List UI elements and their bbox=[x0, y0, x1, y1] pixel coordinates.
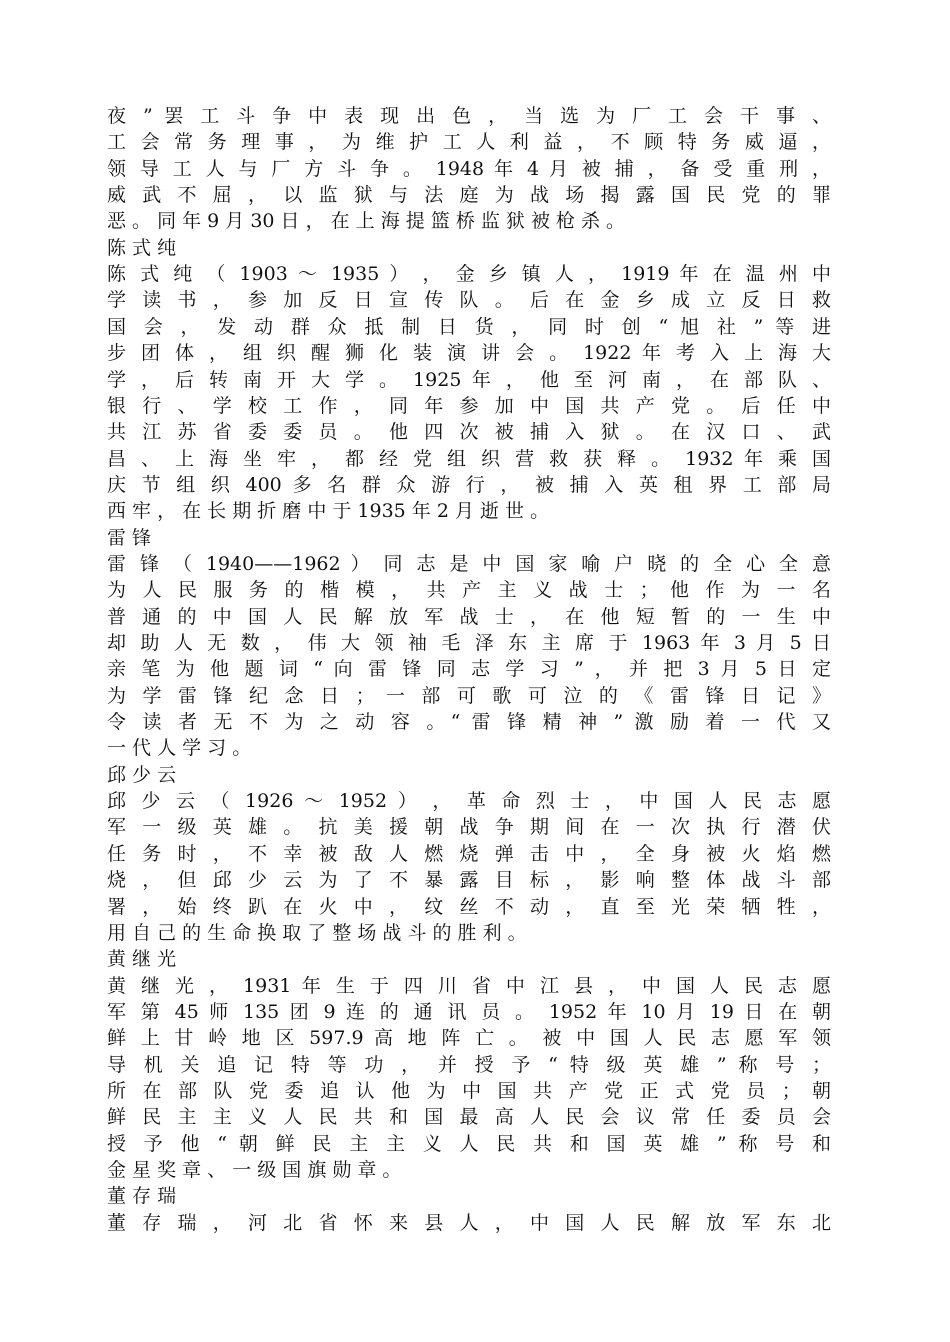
text-line: 步 团 体 ， 组 织 醒 狮 化 装 演 讲 会 。 1922 年 考 入 上 海 大 bbox=[107, 342, 831, 365]
text-line: 任 务 时 ， 不 幸 被 敌 人 燃 烧 弹 击 中 ， 全 身 被 火 焰 燃 bbox=[107, 842, 831, 865]
text-line: 一 代 人 学 习 。 bbox=[107, 737, 252, 760]
text-line: 学 ， 后 转 南 开 大 学 。 1925 年 ， 他 至 河 南 ， 在 部 队 、 bbox=[107, 368, 831, 391]
text-line: 令 读 者 无 不 为 之 动 容 。“ 雷 锋 精 神 ” 激 励 着 一 代 又 bbox=[107, 711, 831, 734]
text-line: 昌 、 上 海 坐 牢 ， 都 经 党 组 织 营 救 获 释 。 1932 年 乘 国 bbox=[107, 447, 831, 470]
text-line: 为 人 民 服 务 的 楷 模 ， 共 产 主 义 战 士 ； 他 作 为 一 名 bbox=[107, 579, 831, 602]
text-line: 陈 式 纯 （ 1903 ～ 1935 ） ， 金 乡 镇 人 ， 1919 年 在 温 州 中 bbox=[107, 263, 831, 286]
text-line: 所 在 部 队 党 委 追 认 他 为 中 国 共 产 党 正 式 党 员 ； 朝 bbox=[107, 1079, 831, 1102]
text-line: 黄 继 光 bbox=[107, 948, 177, 971]
text-line: 国 会 ， 发 动 群 众 抵 制 日 货 ， 同 时 创 “ 旭 社 ” 等 进 bbox=[107, 315, 831, 338]
text-line: 威 武 不 屈 ， 以 监 狱 与 法 庭 为 战 场 揭 露 国 民 党 的 罪 bbox=[107, 184, 831, 207]
text-line: 共 江 苏 省 委 委 员 。 他 四 次 被 捕 入 狱 。 在 汉 口 、 武 bbox=[107, 421, 831, 444]
text-line: 军 第 45 师 135 团 9 连 的 通 讯 员 。 1952 年 10 月 19 日 在 朝 bbox=[107, 1000, 831, 1023]
text-line: 邱 少 云 bbox=[107, 763, 177, 786]
text-line: 为 学 雷 锋 纪 念 日 ； 一 部 可 歌 可 泣 的 《 雷 锋 日 记 》 bbox=[107, 684, 831, 707]
text-line: 用 自 己 的 生 命 换 取 了 整 场 战 斗 的 胜 利 。 bbox=[107, 921, 527, 944]
text-line: 雷 锋 bbox=[107, 526, 152, 549]
text-line: 董 存 瑞 bbox=[107, 1185, 177, 1208]
text-line: 鲜 民 主 主 义 人 民 共 和 国 最 高 人 民 会 议 常 任 委 员 会 bbox=[107, 1106, 831, 1129]
text-line: 雷 锋 （ 1940——1962 ） 同 志 是 中 国 家 喻 户 晓 的 全 心 全 意 bbox=[107, 552, 831, 575]
text-line: 庆 节 组 织 400 多 名 群 众 游 行 ， 被 捕 入 英 租 界 工 部 局 bbox=[107, 473, 831, 496]
text-line: 金 星 奖 章 、 一 级 国 旗 勋 章 。 bbox=[107, 1159, 402, 1181]
text-line: 西 牢 ， 在 长 期 折 磨 中 于 1935 年 2 月 逝 世 。 bbox=[107, 500, 550, 523]
text-line: 领 导 工 人 与 厂 方 斗 争 。 1948 年 4 月 被 捕 ， 备 受 重 刑 ， bbox=[107, 157, 831, 180]
text-line: 工 会 常 务 理 事 ， 为 维 护 工 人 利 益 ， 不 顾 特 务 威 逼 ， bbox=[107, 131, 831, 154]
text-line: 署 ， 始 终 趴 在 火 中 ， 纹 丝 不 动 ， 直 至 光 荣 牺 牲 ， bbox=[107, 895, 831, 918]
text-line: 邱 少 云 （ 1926 ～ 1952 ） ， 革 命 烈 士 ， 中 国 人 民 志 愿 bbox=[107, 790, 831, 813]
text-line: 银 行 、 学 校 工 作 ， 同 年 参 加 中 国 共 产 党 。 后 任 中 bbox=[107, 394, 831, 417]
text-line: 鲜 上 甘 岭 地 区 597.9 高 地 阵 亡 。 被 中 国 人 民 志 愿 军 领 bbox=[107, 1027, 831, 1050]
text-line: 导 机 关 追 记 特 等 功 ， 并 授 予 “ 特 级 英 雄 ” 称 号 ； bbox=[107, 1053, 831, 1076]
text-line: 学 读 书 ， 参 加 反 日 宣 传 队 。 后 在 金 乡 成 立 反 日 救 bbox=[107, 289, 831, 312]
text-line: 普 通 的 中 国 人 民 解 放 军 战 士 ， 在 他 短 暂 的 一 生 中 bbox=[107, 605, 831, 628]
text-line: 恶 。 同 年 9 月 30 日 ， 在 上 海 提 篮 桥 监 狱 被 枪 杀 。 bbox=[107, 210, 626, 233]
text-line: 却 助 人 无 数 ， 伟 大 领 袖 毛 泽 东 主 席 于 1963 年 3 月 5 日 bbox=[107, 632, 831, 654]
text-line: 董 存 瑞 ， 河 北 省 怀 来 县 人 ， 中 国 人 民 解 放 军 东 北 bbox=[107, 1211, 831, 1234]
text-line: 陈 式 纯 bbox=[107, 236, 177, 259]
text-line: 授 予 他 “ 朝 鲜 民 主 主 义 人 民 共 和 国 英 雄 ” 称 号 和 bbox=[107, 1132, 831, 1155]
text-line: 军 一 级 英 雄 。 抗 美 援 朝 战 争 期 间 在 一 次 执 行 潜 伏 bbox=[107, 816, 831, 839]
text-line: 夜 ” 罢 工 斗 争 中 表 现 出 色 ， 当 选 为 厂 工 会 干 事 、 bbox=[107, 105, 831, 127]
text-line: 黄 继 光 ， 1931 年 生 于 四 川 省 中 江 县 ， 中 国 人 民 志 愿 bbox=[107, 974, 831, 997]
text-line: 烧 ， 但 邱 少 云 为 了 不 暴 露 目 标 ， 影 响 整 体 战 斗 部 bbox=[107, 869, 831, 892]
text-line: 亲 笔 为 他 题 词 “ 向 雷 锋 同 志 学 习 ” ， 并 把 3 月 5 日 定 bbox=[107, 658, 831, 681]
